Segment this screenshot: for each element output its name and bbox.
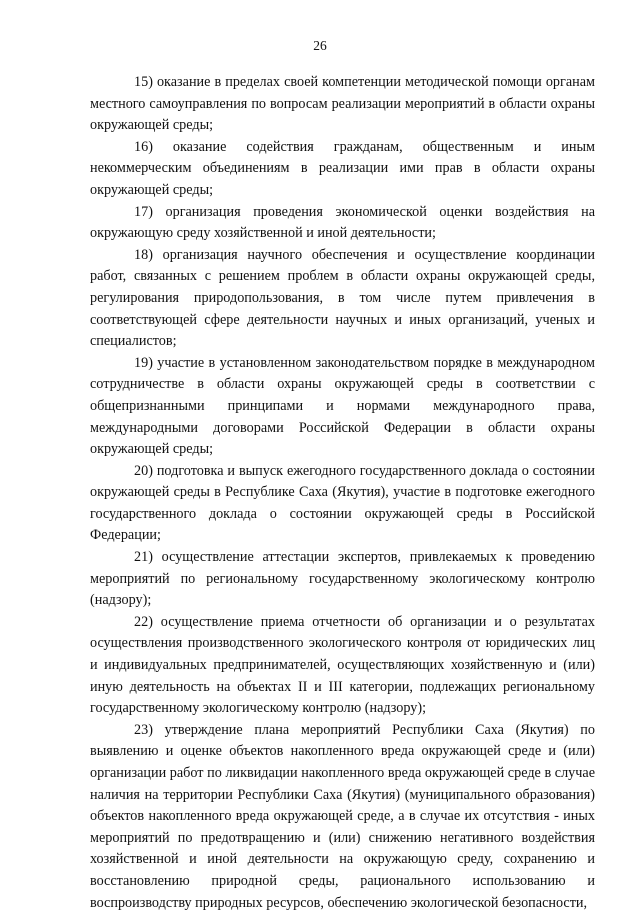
paragraph-20: 20) подготовка и выпуск ежегодного государственного доклада о состоянии окружающей среды в Республике Саха (Якутия), участие в подготовке ежегодного государственного доклада о состоянии окружающей среды в Российской Федерации;: [90, 462, 595, 544]
paragraph-18: 18) организация научного обеспечения и осуществление координации работ, связанных с решением проблем в области охраны окружающей среды, регулирования природопользования, в том числе путем привлечения в соответствующей сфере деятельности научных и иных организаций, ученых и специалистов;: [90, 246, 595, 350]
paragraph-15: 15) оказание в пределах своей компетенции методической помощи органам местного самоуправления по вопросам реализации мероприятий в области охраны окружающей среды;: [90, 74, 595, 134]
page-number: 26: [313, 38, 327, 53]
paragraph-22: 22) осуществление приема отчетности об организации и о результатах осуществления производственного экологического контроля от юридических лиц и индивидуальных предпринимателей, осуществляющих хозяйственную и (или) иную деятельность на объектах II и III категории, подлежащих региональному государственному экологическому контролю (надзору);: [90, 613, 595, 717]
paragraph-16: 16) оказание содействия гражданам, общественным и иным некоммерческим объединениям в реализации ими прав в области охраны окружающей среды;: [90, 138, 595, 198]
document-body: [90, 72, 595, 914]
paragraph-23: 23) утверждение плана мероприятий Республики Саха (Якутия) по выявлению и оценке объектов накопленного вреда окружающей среде и (или) организации работ по ликвидации накопленного вреда окружающей среде в случае наличия на территории Республики Саха (Якутия) (муниципального образования) объектов накопленного вреда окружающей среде, а в случае их отсутствия - иных мероприятий по предотвращению и (или) снижению негативного воздействия хозяйственной и иной деятельности на окружающую среду, сохранению и восстановлению природной среды, рационального использованию и воспроизводству природных ресурсов, обеспечению экологической безопасности,: [90, 721, 595, 911]
paragraph-21: 21) осуществление аттестации экспертов, привлекаемых к проведению мероприятий по региональному государственному экологическому контролю (надзору);: [90, 549, 595, 609]
paragraph-17: 17) организация проведения экономической оценки воздействия на окружающую среду хозяйственной и иной деятельности;: [90, 203, 595, 242]
paragraph-19: 19) участие в установленном законодательством порядке в международном сотрудничестве в области охраны окружающей среды в соответствии с общепризнанными принципами и нормами международного права, международными договорами Российской Федерации в области охраны окружающей среды;: [90, 354, 595, 458]
